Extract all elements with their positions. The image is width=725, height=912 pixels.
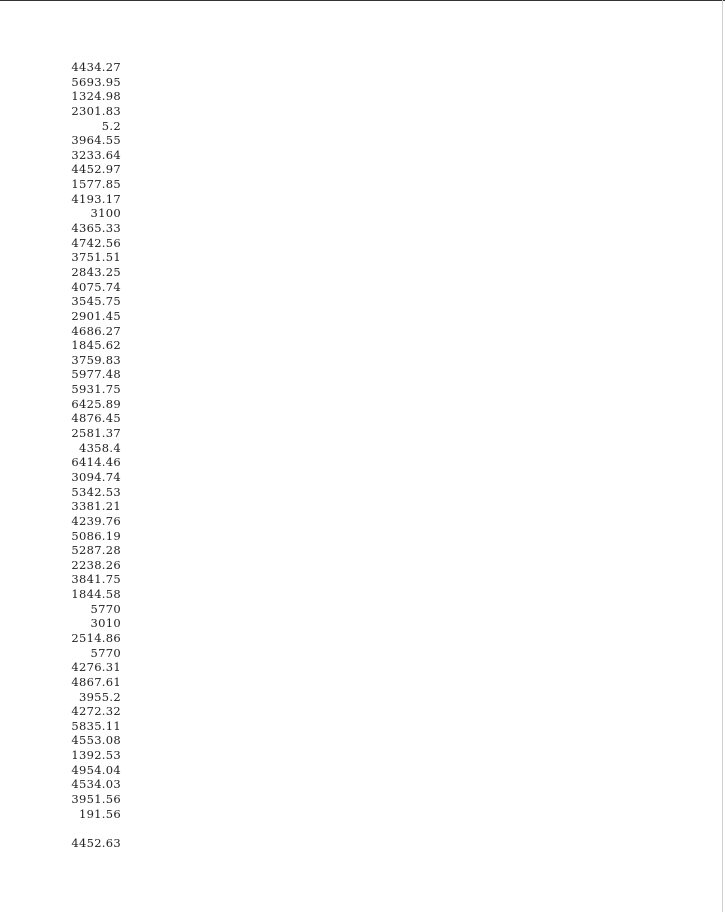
list-item: 3545.75 [71,294,121,309]
list-item: 3094.74 [71,469,121,484]
list-item: 2301.83 [71,103,121,118]
list-item: 3233.64 [71,147,121,162]
list-item: 3951.56 [71,792,121,807]
list-item: 4876.45 [71,411,121,426]
list-item: 1845.62 [71,338,121,353]
list-item: 4742.56 [71,235,121,250]
list-item: 3381.21 [71,499,121,514]
list-item: 5931.75 [71,382,121,397]
list-item: 1577.85 [71,177,121,192]
list-item: 4075.74 [71,279,121,294]
page-top-border [0,0,725,1]
list-item: 2238.26 [71,557,121,572]
list-item: 4452.63 [71,835,121,850]
list-item: 1844.58 [71,587,121,602]
list-item: 2581.37 [71,426,121,441]
list-item: 5770 [90,601,121,616]
list-item: 2843.25 [71,264,121,279]
list-item: 1324.98 [71,89,121,104]
list-item: 5342.53 [71,484,121,499]
list-item: 5977.48 [71,367,121,382]
list-item: 4276.31 [71,660,121,675]
page-right-border [722,0,723,912]
list-item: 2901.45 [71,308,121,323]
list-item: 5287.28 [71,543,121,558]
list-item: 6414.46 [71,455,121,470]
list-item: 4358.4 [78,440,121,455]
list-item: 4272.32 [71,704,121,719]
list-item: 3964.55 [71,133,121,148]
list-item: 5835.11 [71,718,121,733]
list-item: 4239.76 [71,513,121,528]
list-item: 5693.95 [71,74,121,89]
list-item: 3759.83 [71,352,121,367]
list-item: 6425.89 [71,396,121,411]
list-item: 4553.08 [71,733,121,748]
list-item: 4954.04 [71,762,121,777]
list-item: 3010 [90,616,121,631]
list-item: 191.56 [78,806,121,821]
list-item: 4452.97 [71,162,121,177]
number-column [60,60,121,851]
list-item: 2514.86 [71,630,121,645]
list-item: 3841.75 [71,572,121,587]
list-item: 1392.53 [71,748,121,763]
list-item: 3100 [90,206,121,221]
list-item: 4867.61 [71,674,121,689]
list-item: 4434.27 [71,60,121,74]
list-item: 5770 [90,645,121,660]
list-item: 4193.17 [71,191,121,206]
list-item: 4686.27 [71,323,121,338]
blank-list-item [60,821,121,836]
list-item: 5086.19 [71,528,121,543]
list-item: 4365.33 [71,221,121,236]
list-item: 5.2 [101,118,121,133]
list-item: 4534.03 [71,777,121,792]
list-item: 3955.2 [78,689,121,704]
list-item: 3751.51 [71,250,121,265]
